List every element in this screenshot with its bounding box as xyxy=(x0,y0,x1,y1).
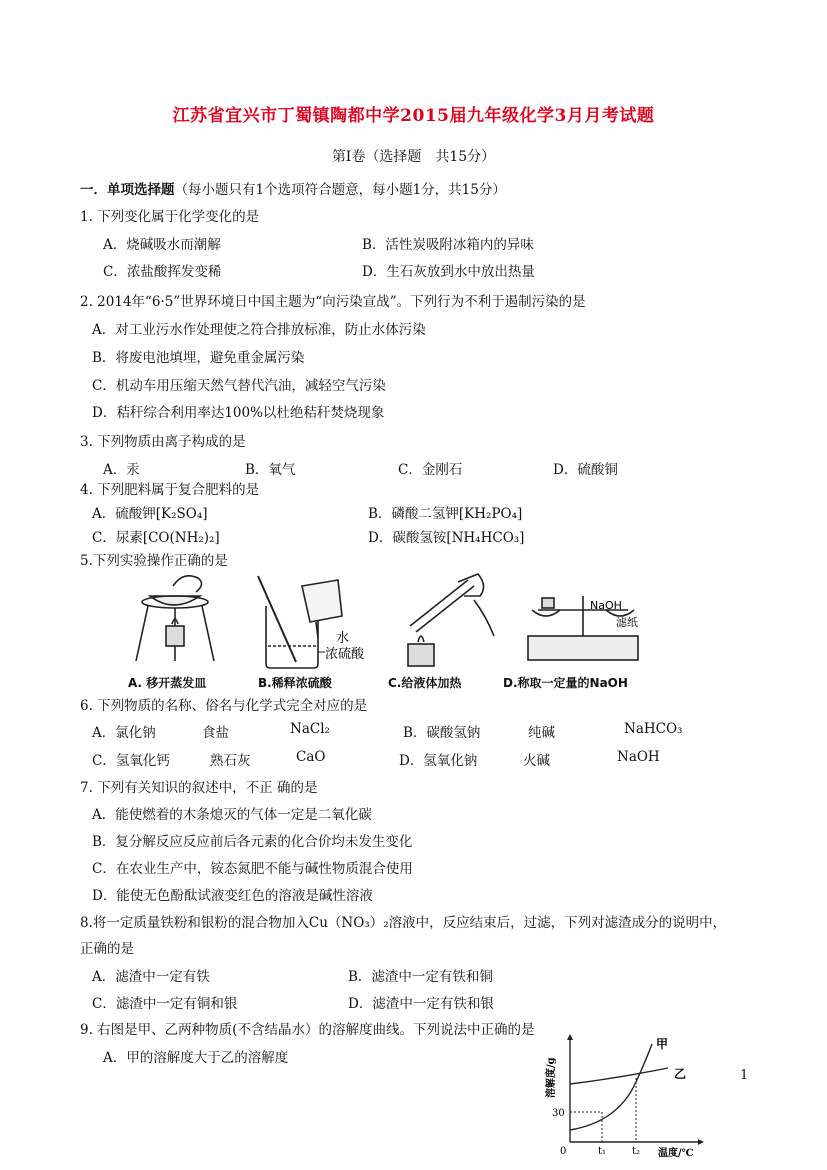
evaporating-dish-illustration xyxy=(136,576,214,661)
q5-caption-d: D.称取一定量的NaOH xyxy=(503,676,628,690)
q5-caption-b: B.稀释浓硫酸 xyxy=(258,676,332,690)
q7-option-b: B．复分解反应反应前后各元素的化合价均未发生变化 xyxy=(92,834,413,850)
section-heading xyxy=(80,178,506,198)
q9-option-a: A．甲的溶解度大于乙的溶解度 xyxy=(103,1050,289,1066)
q6-d-name: D．氢氧化钠 xyxy=(399,753,478,769)
q2-option-d: D．秸秆综合利用率达100%以杜绝秸秆焚烧现象 xyxy=(92,405,385,421)
t2-label: t₂ xyxy=(632,1146,641,1157)
q2-option-c: C．机动车用压缩天然气替代汽油，减轻空气污染 xyxy=(92,378,386,394)
y-axis-arrow xyxy=(567,1034,573,1040)
q5-illustrations xyxy=(118,566,658,686)
q7-option-a: A．能使燃着的木条熄灭的气体一定是二氧化碳 xyxy=(92,807,372,823)
label-acid: 浓硫酸 xyxy=(325,647,365,662)
q6-b-formula: NaHCO₃ xyxy=(624,721,683,737)
q6-c-formula: CaO xyxy=(296,749,326,765)
q2-option-b: B．将废电池填埋，避免重金属污染 xyxy=(92,350,305,366)
q1-stem: 1. 下列变化属于化学变化的是 xyxy=(80,209,260,225)
q3-option-d: D．硫酸铜 xyxy=(553,462,618,478)
series-a-label: 甲 xyxy=(656,1037,669,1051)
q1-option-a: A．烧碱吸水而潮解 xyxy=(103,237,221,253)
y-tick-30: 30 xyxy=(552,1108,565,1119)
q6-a-name: A．氯化钠 xyxy=(92,725,156,741)
q7-option-c: C．在农业生产中，铵态氮肥不能与碱性物质混合使用 xyxy=(92,861,413,877)
q7-stem: 7. 下列有关知识的叙述中，不正 确的是 xyxy=(80,780,318,796)
curve-b xyxy=(570,1068,668,1084)
q4-option-a: A．硫酸钾[K₂SO₄] xyxy=(92,506,208,522)
q8-option-d: D．滤渣中一定有铁和银 xyxy=(348,996,494,1012)
q8-stem-continued: 正确的是 xyxy=(80,941,134,957)
q8-option-b: B．滤渣中一定有铁和铜 xyxy=(348,969,493,985)
q1-option-c: C．浓盐酸挥发变稀 xyxy=(103,264,222,280)
q6-b-common: 纯碱 xyxy=(528,725,555,741)
q6-a-common: 食盐 xyxy=(202,725,229,741)
label-naoh: NaOH xyxy=(590,599,622,612)
q4-option-b: B．磷酸二氢钾[KH₂PO₄] xyxy=(368,506,523,522)
section-subtitle: 第Ⅰ卷（选择题 共15分） xyxy=(331,149,496,165)
q2-stem: 2. 2014年“6·5”世界环境日中国主题为“向污染宣战”。下列行为不利于遏制污染的是 xyxy=(80,294,586,310)
x-axis-arrow xyxy=(698,1139,704,1145)
q5-caption-a: A. 移开蒸发皿 xyxy=(128,676,207,690)
heating-liquid-illustration xyxy=(408,574,494,666)
q6-a-formula: NaCl₂ xyxy=(290,721,330,737)
section-heading-note: （每小题只有1个选项符合题意，每小题1分，共15分） xyxy=(174,182,506,198)
label-water: 水 xyxy=(336,631,350,646)
q6-b-name: B．碳酸氢钠 xyxy=(403,725,481,741)
page-number: 1 xyxy=(740,1068,749,1083)
q3-stem: 3. 下列物质由离子构成的是 xyxy=(80,434,246,450)
q6-c-name: C．氢氧化钙 xyxy=(92,753,170,769)
q5-caption-c: C.给液体加热 xyxy=(388,676,462,690)
t1-label: t₁ xyxy=(598,1146,607,1157)
section-heading-label: 一．单项选择题 xyxy=(80,182,175,198)
q6-stem: 6. 下列物质的名称、俗名与化学式完全对应的是 xyxy=(80,698,368,714)
q3-option-b: B．氧气 xyxy=(245,462,296,478)
q4-option-c: C．尿素[CO(NH₂)₂] xyxy=(92,530,220,546)
solubility-graph xyxy=(548,1032,708,1160)
q8-option-a: A．滤渣中一定有铁 xyxy=(92,969,210,985)
x-axis-label: 温度/℃ xyxy=(658,1148,694,1159)
q6-d-formula: NaOH xyxy=(617,749,660,765)
q1-option-b: B．活性炭吸附冰箱内的异味 xyxy=(362,237,534,253)
y-axis-label: 溶解度/g xyxy=(546,1057,557,1098)
label-paper: 滤纸 xyxy=(616,616,638,629)
q3-option-c: C．金刚石 xyxy=(398,462,463,478)
q3-option-a: A．汞 xyxy=(103,462,140,478)
q9-stem: 9. 右图是甲、乙两种物质(不含结晶水）的溶解度曲线。下列说法中正确的是 xyxy=(80,1022,535,1038)
curve-a xyxy=(570,1044,652,1130)
q8-option-c: C．滤渣中一定有铜和银 xyxy=(92,996,238,1012)
q6-c-common: 熟石灰 xyxy=(210,753,251,769)
q7-option-d: D．能使无色酚酞试液变红色的溶液是碱性溶液 xyxy=(92,888,373,904)
q1-option-d: D．生石灰放到水中放出热量 xyxy=(362,264,535,280)
q4-stem: 4. 下列肥料属于复合肥料的是 xyxy=(80,482,260,498)
page-title: 江苏省宜兴市丁蜀镇陶都中学2015届九年级化学3月月考试题 xyxy=(172,106,655,126)
series-b-label: 乙 xyxy=(674,1067,687,1081)
q4-option-d: D．碳酸氢铵[NH₄HCO₃] xyxy=(368,530,525,546)
q8-stem: 8.将一定质量铁粉和银粉的混合物加入Cu（NO₃）₂溶液中，反应结束后，过滤，下列对滤渣成分的说明中， xyxy=(80,915,727,931)
q6-d-common: 火碱 xyxy=(523,753,550,769)
q2-option-a: A．对工业污水作处理使之符合排放标准，防止水体污染 xyxy=(92,322,426,338)
origin-label: 0 xyxy=(560,1146,567,1157)
q5-stem: 5.下列实验操作正确的是 xyxy=(80,553,228,569)
